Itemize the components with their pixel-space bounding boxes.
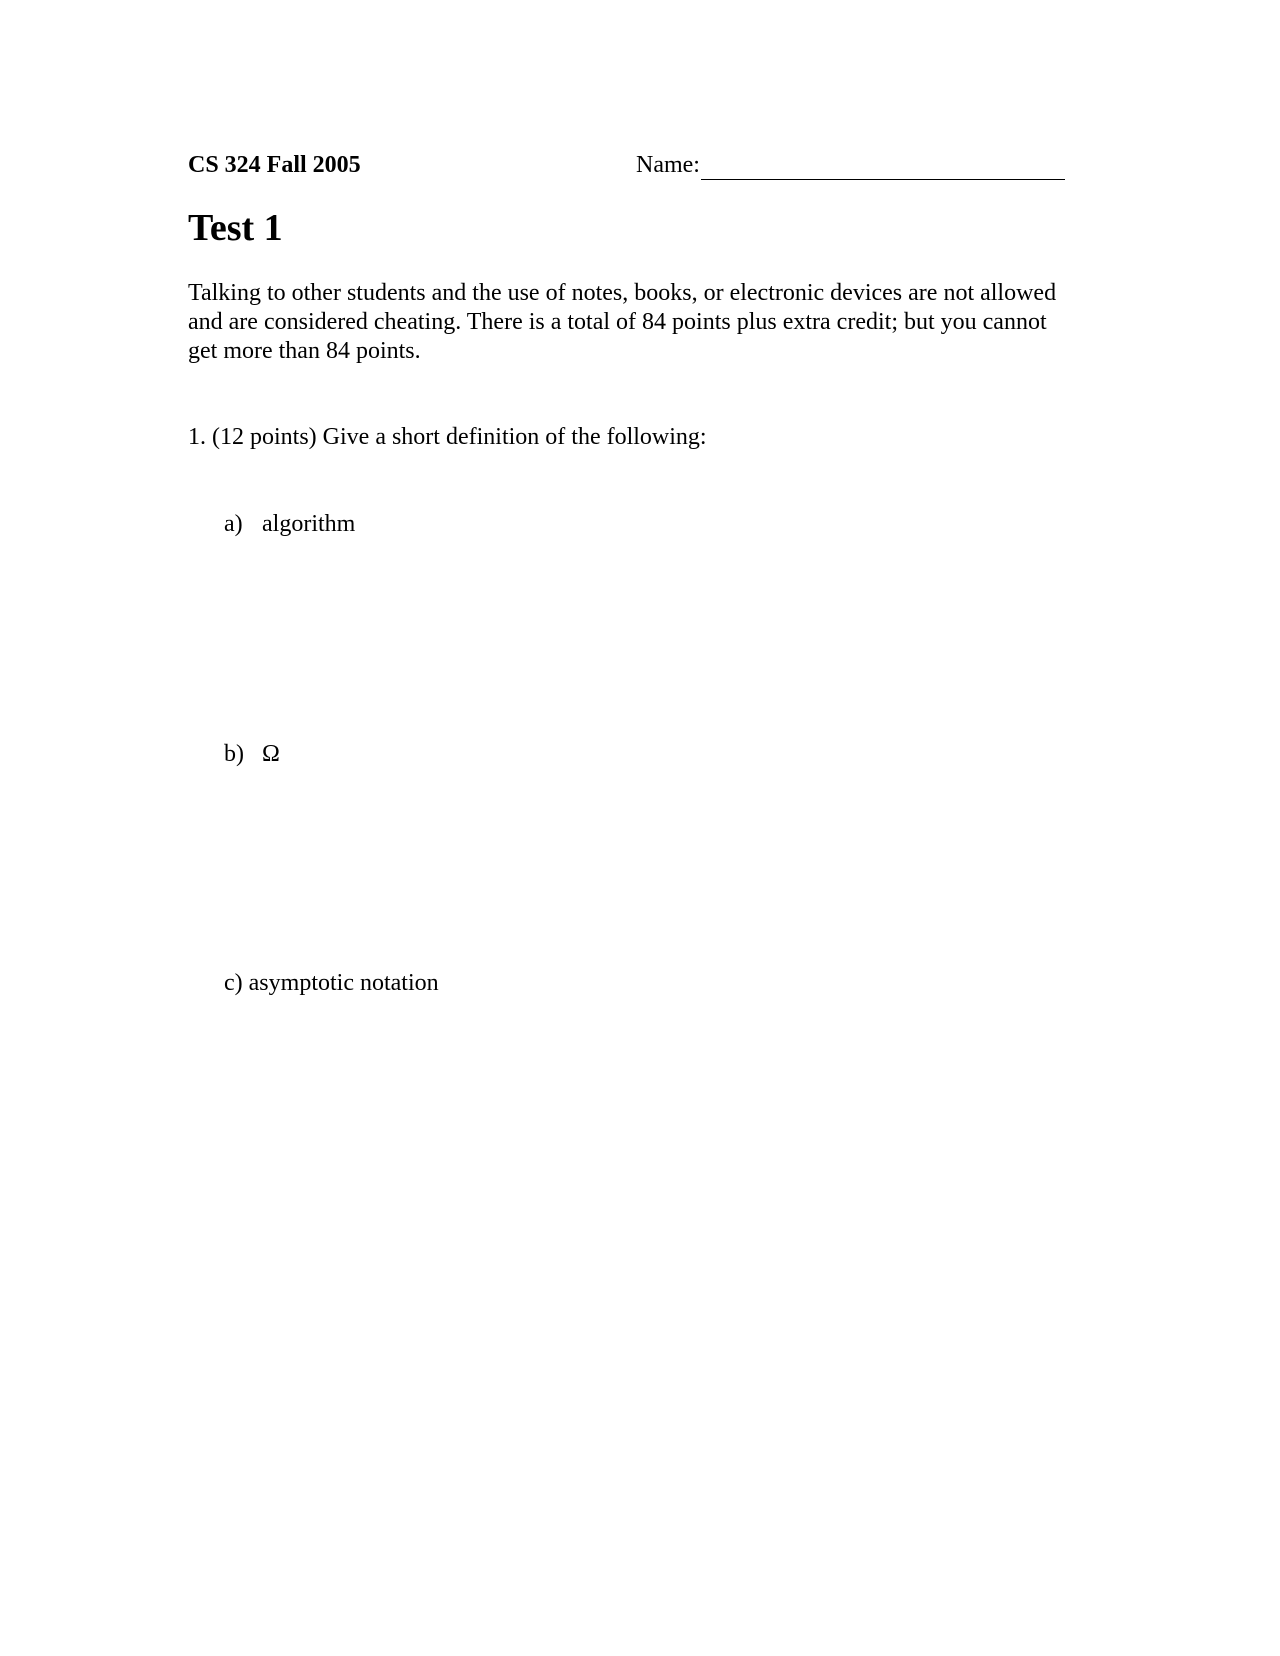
item-marker: b)	[224, 741, 244, 767]
item-text: Ω	[262, 741, 280, 767]
question-1-prompt: 1. (12 points) Give a short definition of the following:	[188, 424, 707, 450]
course-header: CS 324 Fall 2005	[188, 152, 361, 178]
question-1-item-a	[224, 509, 355, 539]
item-marker: c)	[224, 970, 243, 996]
question-1-item-b	[224, 739, 280, 769]
item-text: algorithm	[262, 511, 356, 537]
item-marker: a)	[224, 511, 243, 537]
item-text: asymptotic notation	[248, 970, 439, 996]
name-blank-line	[701, 153, 1065, 180]
instructions-paragraph: Talking to other students and the use of notes, books, or electronic devices are not allowed and are considered cheating. There is a total of 84 points plus extra credit; but you cannot get more than 84 points.	[188, 280, 1057, 364]
question-1-item-c	[224, 968, 439, 998]
page-title: Test 1	[188, 207, 283, 249]
name-label: Name:	[636, 152, 700, 178]
name-field	[636, 150, 1065, 180]
